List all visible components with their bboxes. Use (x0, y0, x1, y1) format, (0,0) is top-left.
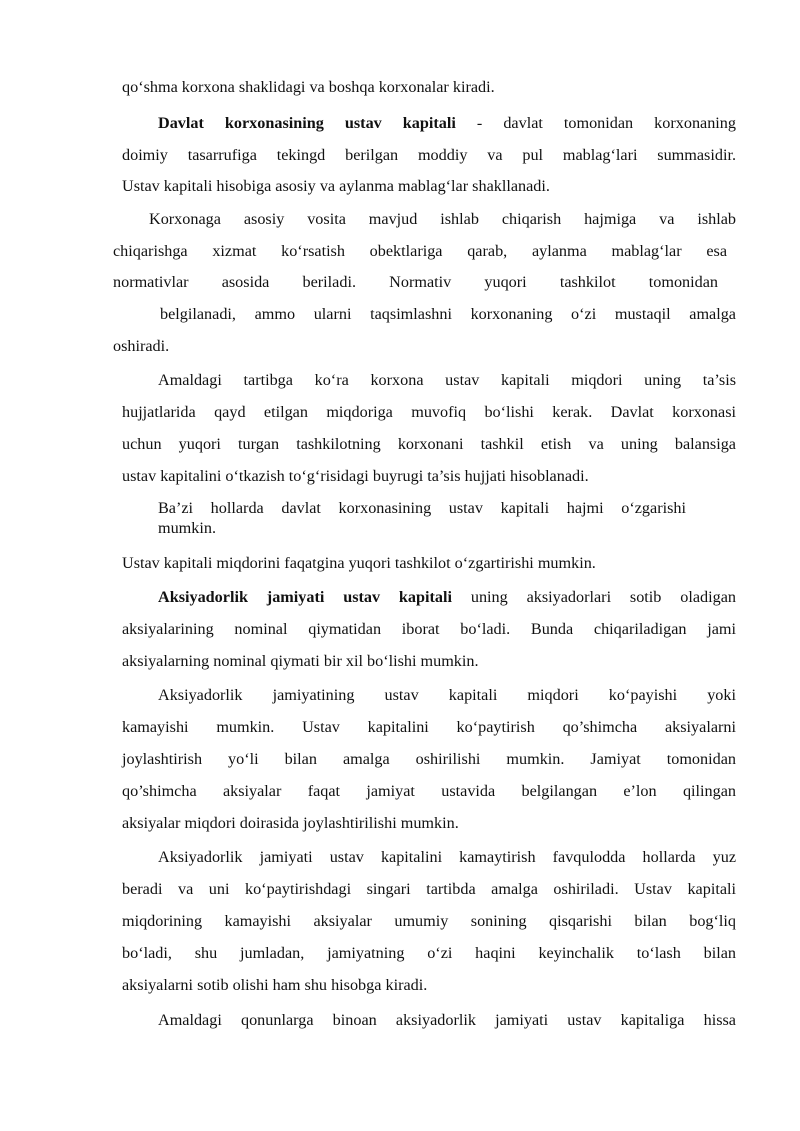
text-span: uning aksiyadorlari sotib oladigan (452, 588, 736, 606)
text-line: uchun yuqori turgan tashkilotning korxonani tashkil etish va uning balansiga (122, 435, 736, 453)
text-line: beradi va uni ko‘paytirishdagi singari tartibda amalga oshiriladi. Ustav kapitali (122, 880, 736, 898)
text-line: aksiyalarning nominal qiymati bir xil bo‘lishi mumkin. (122, 652, 479, 670)
text-span: - davlat tomonidan korxonaning (455, 114, 736, 132)
text-line: doimiy tasarrufiga tekingd berilgan moddiy va pul mablag‘lari summasidir. (122, 146, 736, 164)
text-line: miqdorining kamayishi aksiyalar umumiy sonining qisqarishi bilan bog‘liq (122, 912, 736, 930)
text-line: Ba’zi hollarda davlat korxonasining ustav kapitali hajmi o‘zgarishi (158, 499, 686, 517)
text-line: hujjatlarida qayd etilgan miqdoriga muvofiq bo‘lishi kerak. Davlat korxonasi (122, 403, 736, 421)
text-line: Korxonaga asosiy vosita mavjud ishlab chiqarish hajmiga va ishlab (149, 210, 736, 228)
text-line: aksiyalar miqdori doirasida joylashtirilishi mumkin. (122, 814, 459, 832)
text-line: oshiradi. (113, 337, 170, 355)
text-line: joylashtirish yo‘li bilan amalga oshirilishi mumkin. Jamiyat tomonidan (122, 750, 736, 768)
text-line: qo‘shma korxona shaklidagi va boshqa korxonalar kiradi. (122, 78, 495, 96)
text-line: Amaldagi qonunlarga binoan aksiyadorlik jamiyati ustav kapitaliga hissa (158, 1011, 736, 1029)
text-line: qo’shimcha aksiyalar faqat jamiyat ustavida belgilangan e’lon qilingan (122, 782, 736, 800)
text-line: kamayishi mumkin. Ustav kapitalini ko‘paytirish qo’shimcha aksiyalarni (122, 718, 736, 736)
text-line: aksiyalarni sotib olishi ham shu hisobga kiradi. (122, 976, 428, 994)
text-line: Aksiyadorlik jamiyatining ustav kapitali miqdori ko‘payishi yoki (158, 686, 736, 704)
text-line: chiqarishga xizmat ko‘rsatish obektlariga qarab, aylanma mablag‘lar esa (113, 242, 727, 260)
text-line: Amaldagi tartibga ko‘ra korxona ustav kapitali miqdori uning ta’sis (158, 371, 736, 389)
text-line: bo‘ladi, shu jumladan, jamiyatning o‘zi haqini keyinchalik to‘lash bilan (122, 944, 736, 962)
text-line: Ustav kapitali miqdorini faqatgina yuqori tashkilot o‘zgartirishi mumkin. (122, 554, 596, 572)
text-line: mumkin. (158, 519, 217, 537)
text-line: ustav kapitalini o‘tkazish to‘g‘risidagi buyrugi ta’sis hujjati hisoblanadi. (122, 467, 589, 485)
text-line: belgilanadi, ammo ularni taqsimlashni korxonaning o‘zi mustaqil amalga (160, 305, 736, 323)
bold-term: Aksiyadorlik jamiyati ustav kapitali (158, 588, 452, 606)
text-line (158, 113, 736, 133)
text-line: Ustav kapitali hisobiga asosiy va aylanma mablag‘lar shakllanadi. (122, 177, 550, 195)
text-line: aksiyalarining nominal qiymatidan iborat bo‘ladi. Bunda chiqariladigan jami (122, 620, 736, 638)
bold-term: Davlat korxonasining ustav kapitali (158, 114, 456, 132)
text-line (158, 587, 736, 607)
text-line: Aksiyadorlik jamiyati ustav kapitalini kamaytirish favqulodda hollarda yuz (158, 848, 736, 866)
text-line: normativlar asosida beriladi. Normativ yuqori tashkilot tomonidan (113, 273, 718, 291)
